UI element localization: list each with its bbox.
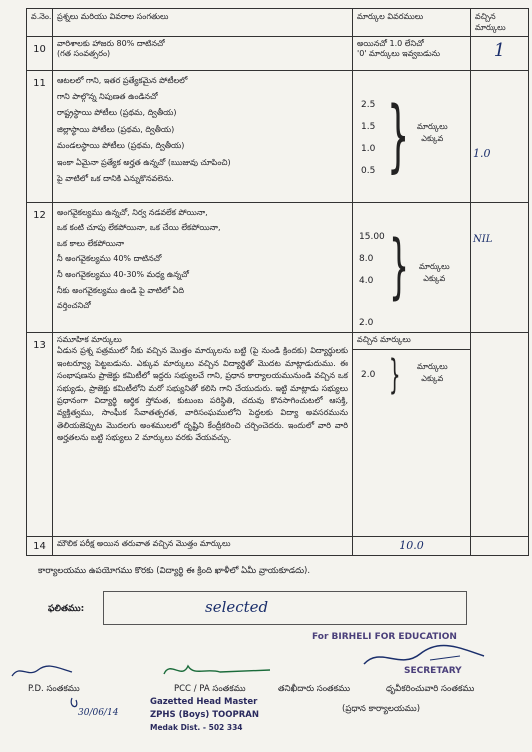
headmaster-stamp-title: Gazetted Head Master bbox=[150, 697, 258, 707]
question-line: మండలస్థాయి పోటీలు (ప్రథమ, ద్వితీయ) bbox=[57, 141, 185, 151]
table-row-13 bbox=[27, 332, 529, 536]
handwritten-mark: NIL bbox=[473, 233, 493, 245]
marks-label: మార్కులు ఎక్కువ bbox=[417, 121, 448, 143]
result-box bbox=[103, 591, 467, 625]
row-marks-details bbox=[353, 36, 471, 70]
row-marks-obtained bbox=[471, 332, 529, 536]
handwritten-mark: 1 bbox=[493, 39, 506, 61]
organization-stamp: For BIRHELI FOR EDUCATION bbox=[312, 632, 457, 642]
pd-signature-label: P.D. సంతకము bbox=[28, 684, 80, 694]
header-sno: వ.నెం. bbox=[27, 9, 53, 37]
handwritten-total: 10.0 bbox=[399, 538, 424, 552]
row-number: 14 bbox=[27, 536, 53, 556]
row-marks-obtained bbox=[471, 536, 529, 556]
row-number: 10 bbox=[27, 36, 53, 70]
marks-value: 2.5 bbox=[361, 99, 376, 110]
row-marks-details bbox=[353, 332, 471, 536]
table-row-11 bbox=[27, 70, 529, 202]
question-line: జిల్లాస్థాయి పోటీలు (ప్రథమ, ద్వితీయ) bbox=[57, 124, 175, 134]
marks-line: అయినచో 1.0 లేనిచో bbox=[357, 38, 424, 48]
marks-subheader: వచ్చిన మార్కులు bbox=[353, 333, 470, 350]
marks-label: మార్కులు ఎక్కువ bbox=[417, 361, 448, 383]
question-line: నీకు అంగవైకల్యము ఉండి పై వాటిలో ఏది bbox=[57, 285, 185, 295]
marks-value: 2.0 bbox=[361, 369, 376, 380]
question-line: మౌలిక పరీక్ష అయిన తరువాత వచ్చిన మొత్తం మార్కులు bbox=[57, 538, 231, 548]
table-row-10 bbox=[27, 36, 529, 70]
handwritten-date: 30/06/14 bbox=[78, 708, 119, 718]
question-line: నీ అంగవైకల్యము 40% దాటినచో bbox=[57, 254, 162, 264]
header-marks-details: మార్కుల వివరములు bbox=[353, 9, 471, 37]
header-question: ప్రశ్నలు మరియు వివరాల సంగతులు bbox=[53, 9, 353, 37]
question-line: పై వాటిలో ఒక దానికి ఎన్నుకొనవలెను. bbox=[57, 173, 174, 183]
marks-value: 2.0 bbox=[359, 317, 374, 328]
question-line: ఆటలలో గాని, ఇతర ప్రత్యేకమైన పోటీలలో bbox=[57, 75, 188, 85]
row-question bbox=[53, 202, 353, 332]
result-value: selected bbox=[205, 598, 269, 616]
question-line: ఒక కాలు లేకపోయినా bbox=[57, 238, 125, 248]
handwritten-mark: 1.0 bbox=[473, 146, 491, 160]
row-number: 12 bbox=[27, 202, 53, 332]
row-marks-obtained bbox=[471, 36, 529, 70]
secretary-stamp: SECRETARY bbox=[404, 666, 462, 676]
table-header-row bbox=[27, 9, 529, 37]
marks-value: 1.5 bbox=[361, 121, 376, 132]
marks-value: 0.5 bbox=[361, 165, 376, 176]
row-marks-obtained bbox=[471, 202, 529, 332]
row-question bbox=[53, 536, 353, 556]
question-line: అంగవైకల్యము ఉన్నచో, నిర్వ నడవలేక పోయినా, bbox=[57, 207, 208, 217]
header-marks-obtained: వచ్చిన మార్కులు bbox=[471, 9, 529, 37]
marks-label: మార్కులు ఎక్కువ bbox=[419, 261, 450, 283]
question-line: (గత సంవత్సరం) bbox=[57, 49, 111, 59]
marks-value: 15.00 bbox=[359, 231, 385, 242]
question-line: వారిశాలకు హాజరు 80% దాటినచో bbox=[57, 38, 165, 48]
question-title: సమూహిక మార్కులు bbox=[57, 334, 122, 344]
pd-signature bbox=[8, 662, 78, 682]
marks-value: 4.0 bbox=[359, 275, 374, 286]
question-line: గాని పాల్గొన్న నిపుణత ఉండినచో bbox=[57, 91, 158, 101]
row-number: 11 bbox=[27, 70, 53, 202]
hq-signature-label: ధృవీకరించువారి సంతకము bbox=[386, 684, 475, 694]
pcc-signature-label: PCC / PA సంతకము bbox=[174, 684, 246, 694]
marks-value: 1.0 bbox=[361, 143, 376, 154]
row-question bbox=[53, 70, 353, 202]
row-marks-details bbox=[353, 70, 471, 202]
right-brace-icon: } bbox=[389, 224, 410, 307]
inspector-signature-label: తనిఖీదారు సంతకము bbox=[278, 684, 351, 694]
question-line: ఒక కంటి చూపు లేకపోయినా, ఒక చేయి లేకపోయినా, bbox=[57, 223, 221, 233]
result-label: ఫలితము: bbox=[48, 604, 85, 614]
hq-signature-sublabel: (ప్రధాన కార్యాలయము) bbox=[342, 704, 421, 714]
right-brace-icon: } bbox=[389, 351, 401, 398]
question-line: వర్తించనిచో bbox=[57, 301, 91, 311]
row-question bbox=[53, 36, 353, 70]
headmaster-stamp-district: Medak Dist. - 502 334 bbox=[150, 723, 243, 732]
question-paragraph: ఏడున ప్రశ్న పత్రములో నీకు వచ్చిన మొత్తం మార్కులను బట్టి (పై నుండి క్రిందకు) విద్యార్థులకు ఇంటర్వ్యూ పెట్టబడును. ఎక్కువ మార్కులు వచ్చిన విద్యార్థితో మొదట మాట్లాడుదుము. ఈ సంభాషణను ప్రాజెక్టు కమిటీలో ఇద్దరు సభ్యులచే గాని, ప్రధాన కార్యాలయమునుండి వచ్చిన ఒక సభ్యుడు, ప్రాజెక్టు కమిటీలోని మరో సభ్యునితో కలిసి గాని చేయుదురు. ఇట్టి మాట్లాడు సభ్యులు ప్రధానంగా విద్యార్థి ఆర్థిక స్తోమత, కుటుంబ పరిస్థితి, చదువు కొనసాగించుటలో ఆసక్తి, వ్యక్తిత్వము, సాంఘీక సేవాతత్పరత, వారిసంఘములోని పెద్దలకు విద్యా అవసరమును తెలియజెప్పుట మొదలగు అంశములలో దృష్టిని కేంద్రీకరించి చర్చించెదరు. ఇందులో వారి వారి అర్హతలను బట్టి సభ్యులు 2 మార్కులు వరకు వేయవచ్చు. bbox=[57, 346, 348, 443]
question-line: నీ అంగవైకల్యము 40-30% మధ్య ఉన్నచో bbox=[57, 269, 189, 279]
row-number: 13 bbox=[27, 332, 53, 536]
question-line: రాష్ట్రస్థాయి పోటీలు (ప్రథమ, ద్వితీయ) bbox=[57, 108, 177, 118]
evaluation-table bbox=[26, 8, 529, 556]
marks-value: 8.0 bbox=[359, 253, 374, 264]
table-row-12 bbox=[27, 202, 529, 332]
row-question bbox=[53, 332, 353, 536]
pcc-signature bbox=[160, 658, 280, 684]
marks-line: '0' మార్కులు ఇవ్వబడును bbox=[357, 49, 441, 59]
table-row-14 bbox=[27, 536, 529, 556]
row-total bbox=[353, 536, 471, 556]
row-marks-details bbox=[353, 202, 471, 332]
question-line: ఇంకా ఏమైనా ప్రత్యేక అర్హత ఉన్నచో (ఋజువు చూపించి) bbox=[57, 157, 231, 167]
right-brace-icon: } bbox=[387, 90, 410, 181]
office-use-note: కార్యాలయము ఉపయోగము కొరకు (విద్యార్థి ఈ క్రింది ఖాళీలో ఏమీ వ్రాయకూడదు). bbox=[38, 566, 311, 576]
row-marks-obtained bbox=[471, 70, 529, 202]
headmaster-stamp-school: ZPHS (Boys) TOOPRAN bbox=[150, 710, 259, 720]
